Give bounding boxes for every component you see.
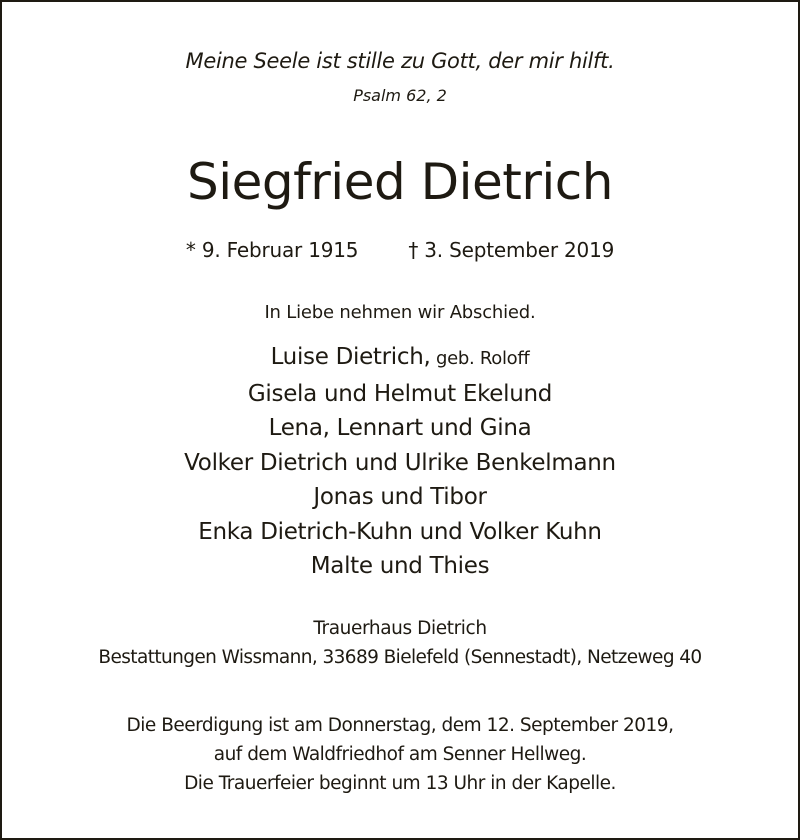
house-of-mourning: Trauerhaus Dietrich bbox=[313, 618, 487, 639]
mourner-maiden-name: geb. Roloff bbox=[430, 348, 530, 369]
funeral-info-line: auf dem Waldfriedhof am Senner Hellweg. bbox=[213, 744, 587, 765]
life-dates bbox=[2, 238, 798, 262]
mourner-line: Malte und Thies bbox=[310, 553, 490, 579]
mourner-line: Enka Dietrich-Kuhn und Volker Kuhn bbox=[198, 518, 602, 545]
mourner-name: Luise Dietrich, bbox=[270, 344, 431, 370]
mourner-line: Gisela und Helmut Ekelund bbox=[247, 380, 553, 407]
mourner-line: Volker Dietrich und Ulrike Benkelmann bbox=[184, 449, 616, 476]
mourners-list bbox=[2, 340, 798, 584]
mourner-line: Jonas und Tibor bbox=[313, 484, 487, 510]
birth-date: * 9. Februar 1915 bbox=[185, 238, 359, 262]
deceased-name: Siegfried Dietrich bbox=[187, 153, 613, 211]
funeral-info-line: Die Trauerfeier beginnt um 13 Uhr in der Kapelle. bbox=[184, 773, 616, 794]
verse-reference: Psalm 62, 2 bbox=[353, 86, 447, 105]
funeral-info bbox=[2, 711, 798, 798]
farewell-text: In Liebe nehmen wir Abschied. bbox=[264, 302, 536, 323]
mourner-line: Lena, Lennart und Gina bbox=[268, 415, 532, 441]
funeral-home-address: Bestattungen Wissmann, 33689 Bielefeld (Sennestadt), Netzeweg 40 bbox=[98, 647, 702, 668]
bible-verse: Meine Seele ist stille zu Gott, der mir hilft. bbox=[185, 49, 615, 73]
death-date: † 3. September 2019 bbox=[408, 238, 615, 262]
mourner-line bbox=[2, 340, 798, 377]
funeral-info-line: Die Beerdigung ist am Donnerstag, dem 12. September 2019, bbox=[126, 715, 674, 736]
